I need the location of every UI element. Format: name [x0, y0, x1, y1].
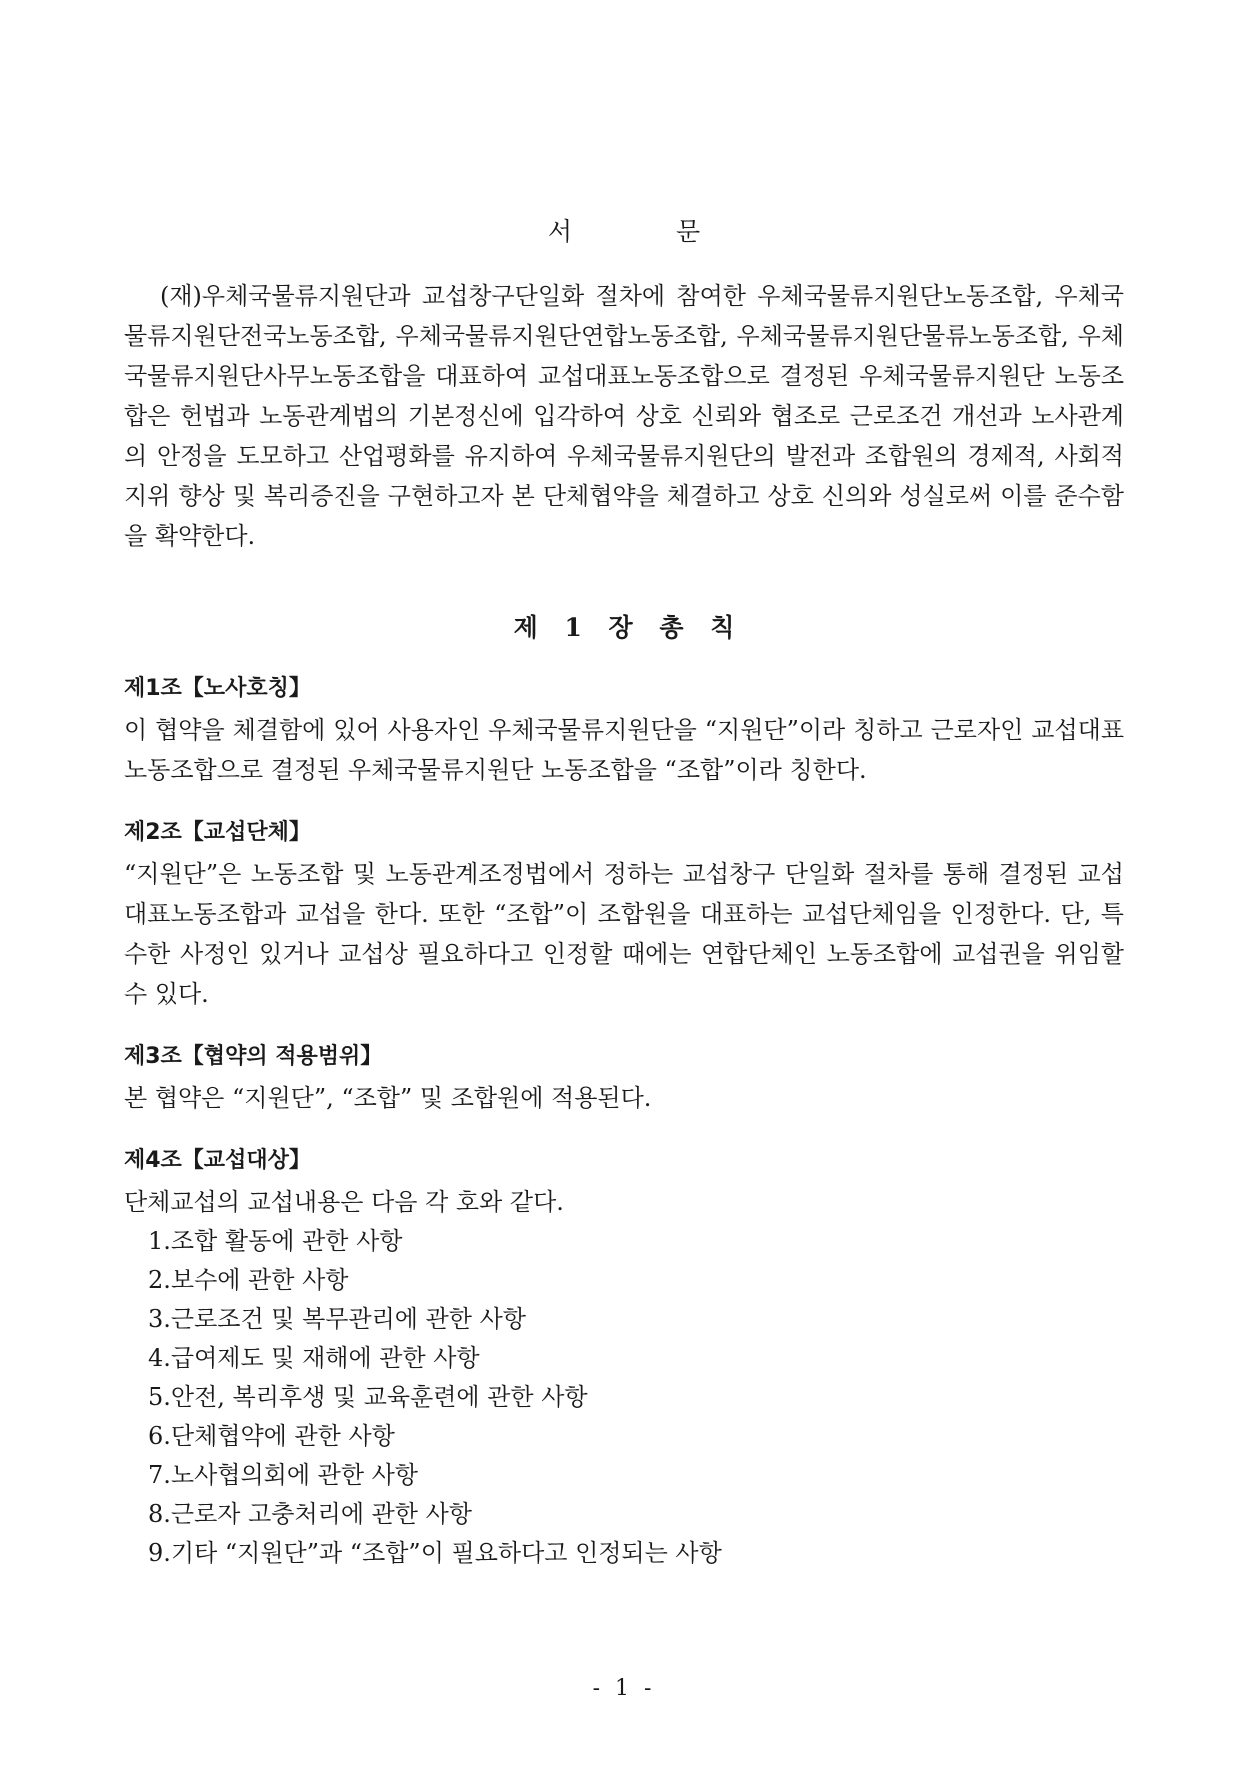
article-3 — [124, 1040, 1124, 1118]
article-body: 단체교섭의 교섭내용은 다음 각 호와 같다. — [124, 1188, 564, 1216]
list-item: 7.노사협의회에 관한 사항 — [148, 1461, 418, 1489]
article-body: 본 협약은 “지원단”, “조합” 및 조합원에 적용된다. — [124, 1084, 652, 1112]
article-body: 이 협약을 체결함에 있어 사용자인 우체국물류지원단을 “지원단”이라 칭하고 근로자인 교섭대표노동조합으로 결정된 우체국물류지원단 노동조합을 “조합”이라 칭한다. — [124, 716, 1124, 784]
list-item: 8.근로자 고충처리에 관한 사항 — [148, 1500, 472, 1528]
list-item: 6.단체협약에 관한 사항 — [148, 1422, 395, 1450]
list-item: 4.급여제도 및 재해에 관한 사항 — [148, 1344, 480, 1372]
article-heading: 제1조【노사호칭】 — [124, 676, 311, 701]
list-item: 9.기타 “지원단”과 “조합”이 필요하다고 인정되는 사항 — [148, 1539, 722, 1567]
list-item: 2.보수에 관한 사항 — [148, 1266, 349, 1294]
list-item: 1.조합 활동에 관한 사항 — [148, 1227, 403, 1255]
article-2 — [124, 816, 1124, 1014]
document-content — [124, 212, 1124, 1599]
chapter-title: 제 1 장 총 칙 — [513, 613, 735, 642]
article-body: “지원단”은 노동조합 및 노동관계조정법에서 정하는 교섭창구 단일화 절차를 통해 결정된 교섭대표노동조합과 교섭을 한다. 또한 “조합”이 조합원을 대표하는 교섭단체임을 인정한다. 단, 특수한 사정인 있거나 교섭상 필요하다고 인정할 때에는 연합단체인 노동조합에 교섭권을 위임할 수 있다. — [124, 860, 1124, 1008]
article-1 — [124, 672, 1124, 790]
article-4 — [124, 1144, 1124, 1573]
page-number: - 1 - — [592, 1676, 656, 1701]
preface-title: 서 문 — [547, 217, 749, 246]
article-heading: 제4조【교섭대상】 — [124, 1148, 311, 1173]
list-item: 3.근로조건 및 복무관리에 관한 사항 — [148, 1305, 526, 1333]
preface-body: (재)우체국물류지원단과 교섭창구단일화 절차에 참여한 우체국물류지원단노동조합, 우체국물류지원단전국노동조합, 우체국물류지원단연합노동조합, 우체국물류지원단물류노동조합, 우체국물류지원단사무노동조합을 대표하여 교섭대표노동조합으로 결정된 우체국물류지원단 노동조합은 헌법과 노동관계법의 기본정신에 입각하여 상호 신뢰와 협조로 근로조건 개선과 노사관계의 안정을 도모하고 산업평화를 유지하여 우체국물류지원단의 발전과 조합원의 경제적, 사회적 지위 향상 및 복리증진을 구현하고자 본 단체협약을 체결하고 상호 신의와 성실로써 이를 준수함을 확약한다. — [124, 282, 1124, 550]
negotiation-items-list — [124, 1222, 1124, 1573]
list-item: 5.안전, 복리후생 및 교육훈련에 관한 사항 — [148, 1383, 588, 1411]
article-heading: 제2조【교섭단체】 — [124, 820, 311, 845]
article-heading: 제3조【협약의 적용범위】 — [124, 1044, 383, 1069]
